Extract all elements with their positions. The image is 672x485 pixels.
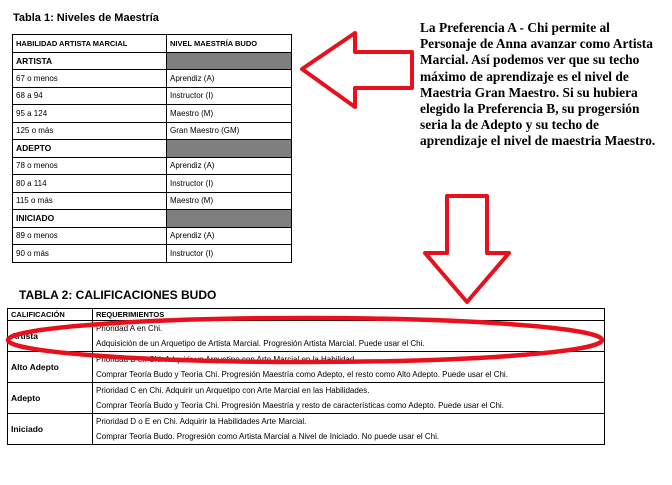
- requirements-cell: [93, 352, 605, 383]
- table-row: [13, 70, 292, 88]
- table2-header-requirements: REQUERIMIENTOS: [93, 309, 605, 321]
- table-row: [13, 175, 292, 193]
- section-fill: [167, 140, 292, 158]
- table-row: [13, 157, 292, 175]
- skill-range: 95 a 124: [13, 105, 167, 123]
- table-row: [13, 227, 292, 245]
- mastery-level: Gran Maestro (GM): [167, 122, 292, 140]
- left-arrow-icon: [302, 33, 412, 107]
- mastery-level: Maestro (M): [167, 105, 292, 123]
- table-row: [8, 321, 605, 352]
- section-fill: [167, 210, 292, 228]
- section-iniciado: INICIADO: [13, 210, 167, 228]
- requirement-line: Prioridad A en Chi.: [96, 324, 163, 333]
- table2-header-row: [8, 309, 605, 321]
- table-row: [13, 192, 292, 210]
- requirement-line: Comprar Teoría Budo. Progresión como Artista Marcial a Nivel de Iniciado. No puede usar el Chi.: [96, 432, 440, 441]
- requirement-line: Comprar Teoría Budo y Teoría Chi. Progresión Maestría como Adepto, el resto como Alto Adepto. Puede usar el Chi.: [96, 370, 508, 379]
- table1-header-skill: HABILIDAD ARTISTA MARCIAL: [13, 35, 167, 53]
- table2-header-qualification: CALIFICACIÓN: [8, 309, 93, 321]
- skill-range: 68 a 94: [13, 87, 167, 105]
- table1-header-level: NIVEL MAESTRÍA BUDO: [167, 35, 292, 53]
- qualification-name: Adepto: [8, 383, 93, 414]
- table1-header-row: [13, 35, 292, 53]
- table-row: [8, 414, 605, 445]
- table2-title: TABLA 2: CALIFICACIONES BUDO: [19, 288, 217, 302]
- section-row: [13, 140, 292, 158]
- table-row: [8, 383, 605, 414]
- requirement-line: Prioridad C en Chi. Adquirir un Arquetipo con Arte Marcial en las Habilidades.: [96, 386, 370, 395]
- section-adepto: ADEPTO: [13, 140, 167, 158]
- requirement-line: Prioridad B en Chi. Adquirir un Arquetipo con Arte Marcial en la Habilidad.: [96, 355, 357, 364]
- skill-range: 78 o menos: [13, 157, 167, 175]
- qualification-name: Artista: [8, 321, 93, 352]
- mastery-levels-table: [12, 34, 292, 263]
- section-row: [13, 210, 292, 228]
- mastery-level: Instructor (I): [167, 175, 292, 193]
- down-arrow-icon: [425, 196, 509, 302]
- mastery-level: Aprendiz (A): [167, 70, 292, 88]
- skill-range: 125 o más: [13, 122, 167, 140]
- mastery-level: Aprendiz (A): [167, 227, 292, 245]
- skill-range: 115 o más: [13, 192, 167, 210]
- skill-range: 89 o menos: [13, 227, 167, 245]
- table-row: [13, 122, 292, 140]
- requirement-line: Adquisición de un Arquetipo de Artista Marcial. Progresión Artista Marcial. Puede usar el Chi.: [96, 339, 425, 348]
- mastery-level: Instructor (I): [167, 87, 292, 105]
- requirement-line: Comprar Teoría Budo y Teoría Chi. Progresión Maestría y resto de características como Adepto. Puede usar el Chi.: [96, 401, 504, 410]
- table-row: [8, 352, 605, 383]
- mastery-level: Aprendiz (A): [167, 157, 292, 175]
- table-row: [13, 87, 292, 105]
- table1-title: Tabla 1: Niveles de Maestría: [13, 12, 159, 24]
- explanation-note: La Preferencia A - Chi permite al Personaje de Anna avanzar como Artista Marcial. Así podemos ver que su techo máximo de aprendizaje es el nivel de Maestria Gran Maestro. Si su hubiera elegido la Preferencia B, su progersión seria la de Adepto y su techo de aprendizaje el nivel de maestria Maestro.: [420, 20, 656, 149]
- qualification-name: Iniciado: [8, 414, 93, 445]
- skill-range: 67 o menos: [13, 70, 167, 88]
- requirement-line: Prioridad D o E en Chi. Adquirir la Habilidades Arte Marcial.: [96, 417, 307, 426]
- requirements-cell: [93, 321, 605, 352]
- section-fill: [167, 52, 292, 70]
- requirements-cell: [93, 414, 605, 445]
- budo-qualifications-table: [7, 308, 605, 445]
- skill-range: 80 a 114: [13, 175, 167, 193]
- table-row: [13, 245, 292, 263]
- table-row: [13, 105, 292, 123]
- requirements-cell: [93, 383, 605, 414]
- section-artista: ARTISTA: [13, 52, 167, 70]
- mastery-level: Instructor (I): [167, 245, 292, 263]
- skill-range: 90 o más: [13, 245, 167, 263]
- qualification-name: Alto Adepto: [8, 352, 93, 383]
- section-row: [13, 52, 292, 70]
- mastery-level: Maestro (M): [167, 192, 292, 210]
